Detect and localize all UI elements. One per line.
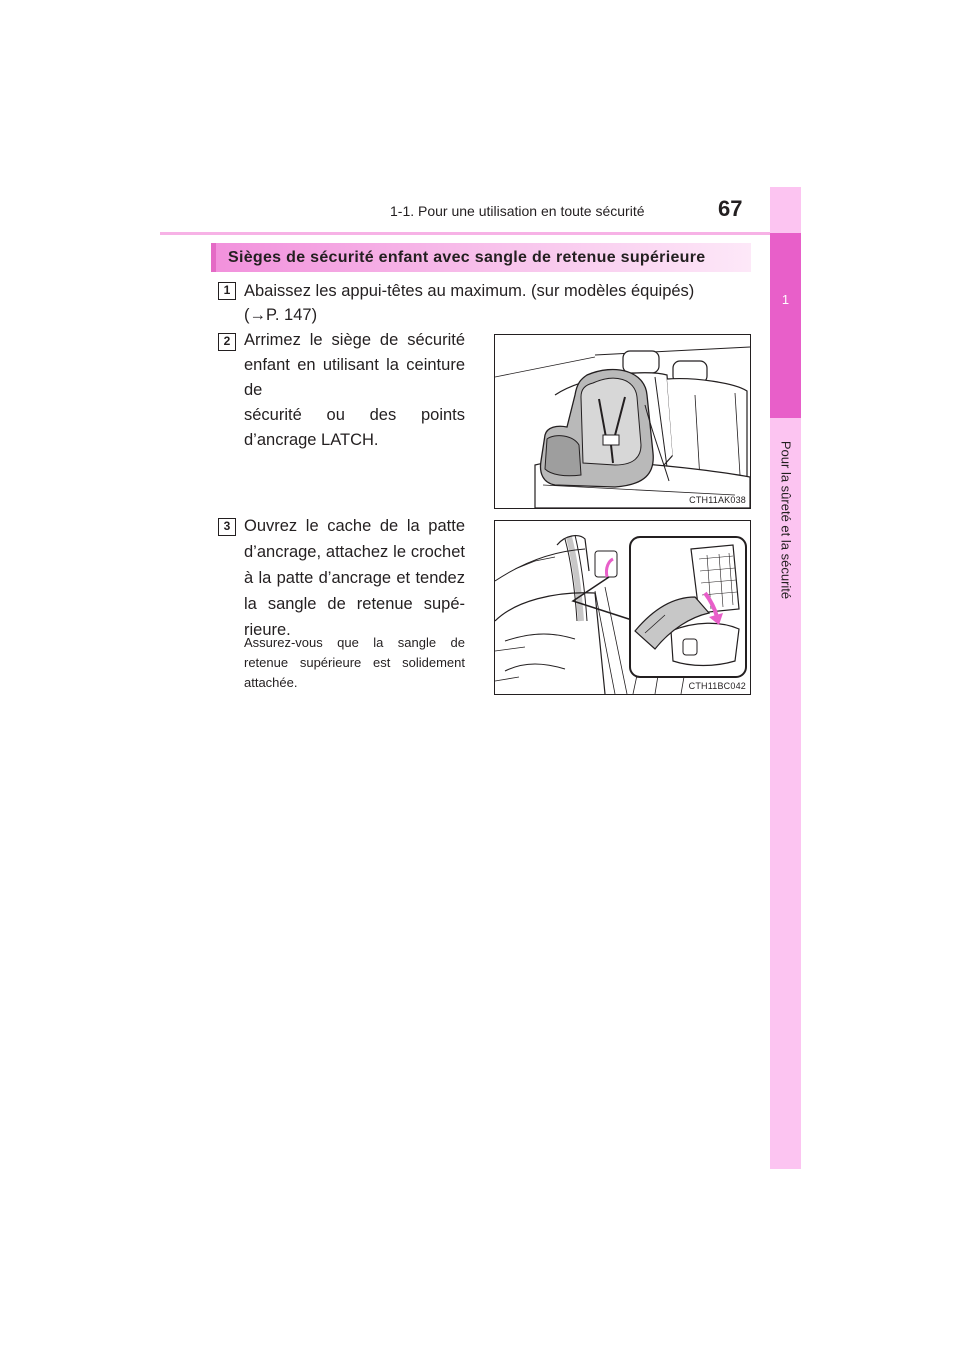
figure-child-seat-installed — [494, 334, 751, 509]
step-2-line-3: sécurité ou des points — [244, 406, 465, 424]
step-3-number: 3 — [218, 518, 236, 536]
step-3-line-2: d’ancrage, attachez le crochet — [244, 543, 465, 561]
figure-3-code: CTH11BC042 — [688, 681, 746, 691]
step-3-line-3: à la patte d’ancrage et tendez — [244, 569, 465, 587]
page-number: 67 — [718, 196, 743, 221]
step-1-line-2: (→P. 147) — [244, 306, 318, 324]
figure-top-tether-anchor — [494, 520, 751, 695]
step-1-line-1: Abaissez les appui-têtes au maximum. (sur modèles équipés) — [244, 282, 695, 300]
step-2-text — [244, 328, 465, 453]
step-3-line-4: la sangle de retenue supé- — [244, 595, 465, 613]
side-tab-active-chapter — [770, 233, 801, 418]
child-seat-illustration — [495, 335, 750, 508]
step-3-line-1: Ouvrez le cache de la patte — [244, 517, 465, 535]
tether-anchor-illustration — [495, 521, 750, 694]
section-heading: Sièges de sécurité enfant avec sangle de retenue supérieure — [211, 243, 751, 272]
figure-2-code: CTH11AK038 — [689, 495, 746, 505]
step-2-line-1: Arrimez le siège de sécurité — [244, 331, 465, 349]
step-2-line-4: d’ancrage LATCH. — [244, 431, 379, 449]
step-1-number: 1 — [218, 282, 236, 300]
step-3-note: Assurez-vous que la sangle de retenue supérieure est solidement attachée. — [244, 635, 465, 690]
step-1-text — [244, 279, 754, 327]
header-rule — [160, 232, 800, 235]
header-section-title: 1-1. Pour une utilisation en toute sécurité — [390, 203, 645, 219]
step-3-text — [244, 513, 465, 643]
step-2-number: 2 — [218, 333, 236, 351]
step-2-line-2: enfant en utilisant la ceinture de — [244, 356, 465, 399]
step-3-line-5: rieure. — [244, 621, 291, 639]
side-tab-chapter-label: Pour la sûreté et la sécurité — [778, 440, 794, 600]
side-tab-chapter-number: 1 — [781, 292, 790, 307]
